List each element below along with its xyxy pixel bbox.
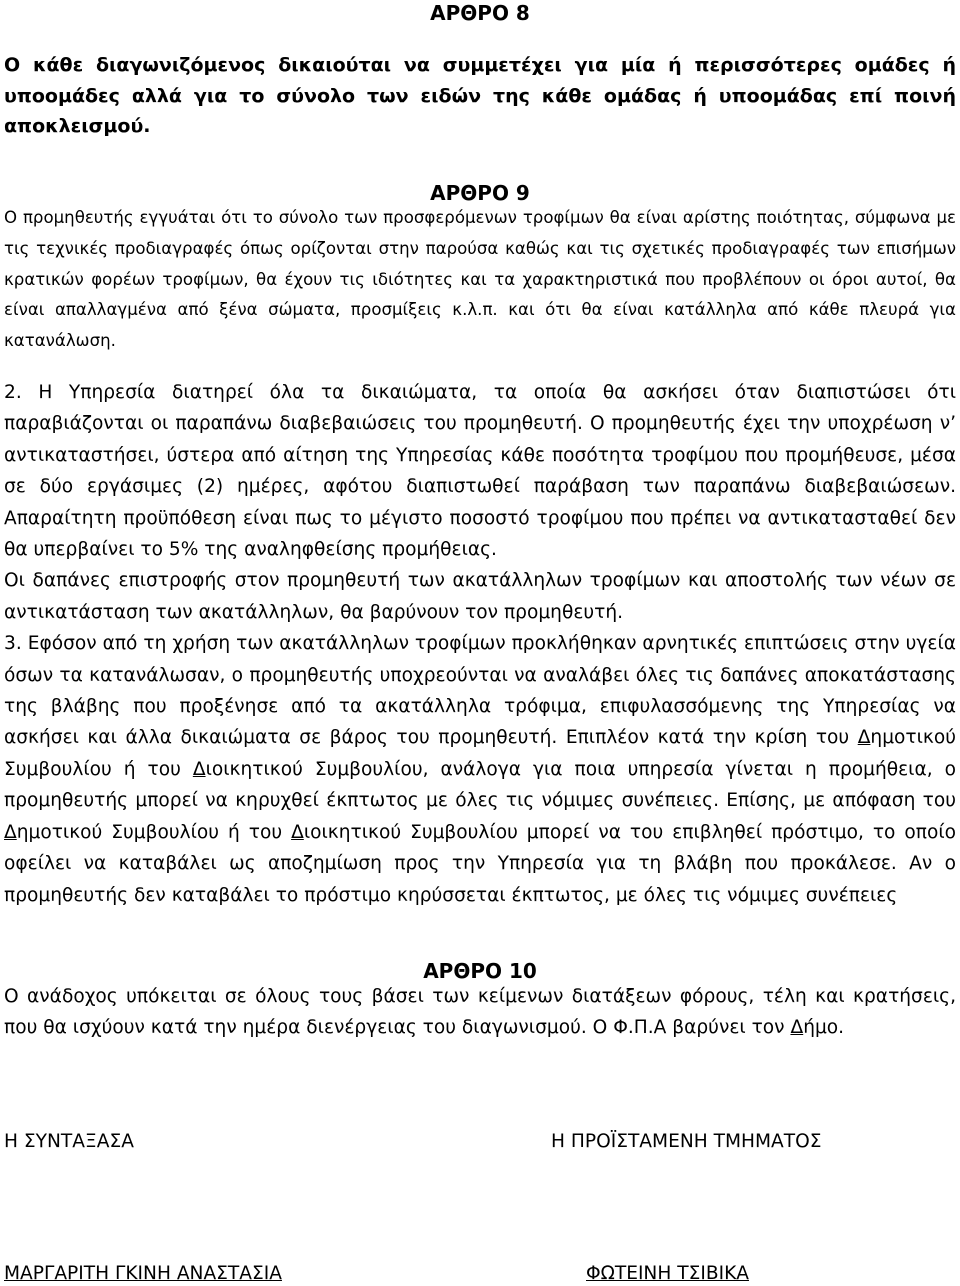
signature-left-name: ΜΑΡΓΑΡΙΤΗ ΓΚΙΝΗ ΑΝΑΣΤΑΣΙΑ	[4, 1263, 282, 1284]
signature-right-name: ΦΩΤΕΙΝΗ ΤΣΙΒΙΚΑ	[586, 1263, 749, 1284]
article-9-heading: ΑΡΘΡΟ 9	[430, 181, 530, 205]
underlined-letter: Δ	[4, 821, 17, 843]
signature-right-title: Η ΠΡΟΪΣΤΑΜΕΝΗ ΤΜΗΜΑΤΟΣ	[551, 1131, 822, 1152]
article-10-paragraph	[4, 981, 956, 1044]
article-9-paragraph-3: Οι δαπάνες επιστροφής στον προμηθευτή των ακατάλληλων τροφίμων και αποστολής των νέων σε αντικατάσταση των ακατάλληλων, θα βαρύνουν τον προμηθευτή.	[4, 570, 956, 623]
article-8-paragraph: Ο κάθε διαγωνιζόμενος δικαιούται να συμμετέχει για μία ή περισσότερες ομάδες ή υποομάδες αλλά για το σύνολο των ειδών της κάθε ομάδας ή υποομάδας επί ποινή αποκλεισμού.	[4, 54, 956, 137]
underlined-letter: Δ	[291, 821, 304, 843]
text-segment: ημοτικού Συμβουλίου ή του	[4, 727, 956, 780]
text-segment: ημοτικού Συμβουλίου ή του	[16, 821, 292, 843]
article-10-heading: ΑΡΘΡΟ 10	[423, 959, 537, 983]
article-9-body	[4, 377, 956, 911]
text-segment: 3. Εφόσον από τη χρήση των ακατάλληλων τροφίμων προκλήθηκαν αρνητικές επιπτώσεις στην υγεία όσων τα κατανάλωσαν, ο προμηθευτής υποχρεούνται να αναλάβει όλες τις δαπάνες αποκατάστασης της βλάβης που προξένησε από τα ακατάλληλα τρόφιμα, επιφυλασσόμενης της Υπηρεσίας να ασκήσει και άλλα δικαιώματα σε βάρος του προμηθευτή. Επιπλέον κατά την κρίση του	[4, 633, 956, 749]
article-8-heading: ΑΡΘΡΟ 8	[430, 1, 530, 25]
text-segment: Ο ανάδοχος υπόκειται σε όλους τους βάσει των κείμενων διατάξεων φόρους, τέλη και κρατήσεις, που θα ισχύουν κατά την ημέρα διενέργειας του διαγωνισμού. Ο Φ.Π.Α βαρύνει τον	[4, 986, 956, 1039]
signature-left-title: Η ΣΥΝΤΑΞΑΣΑ	[4, 1131, 134, 1152]
text-segment: ιοικητικού Συμβουλίου μπορεί να του επιβληθεί πρόστιμο, το οποίο οφείλει να καταβάλει ως αποζημίωση προς την Υπηρεσία για τη βλάβη που προκάλεσε. Αν ο προμηθευτής δεν καταβάλει το πρόστιμο κηρύσσεται έκπτωτος, με όλες τις νόμιμες συνέπειες	[4, 821, 957, 906]
underlined-letter: Δ	[192, 758, 206, 780]
text-segment: ήμο.	[803, 1017, 845, 1039]
text-segment: ιοικητικού Συμβουλίου, ανάλογα για ποια υπηρεσία γίνεται η προμήθεια, ο προμηθευτής μπορεί να κηρυχθεί έκπτωτος με όλες τις νόμιμες συνέπειες. Επίσης, με απόφαση του	[4, 758, 956, 812]
article-9-paragraph-4	[4, 628, 956, 911]
underlined-letter: Δ	[790, 1017, 804, 1039]
article-9-paragraph-1: Ο προμηθευτής εγγυάται ότι το σύνολο των προσφερόμενων τροφίμων θα είναι αρίστης ποιότητας, σύμφωνα με τις τεχνικές προδιαγραφές όπως ορίζονται στην παρούσα καθώς και τις σχετικές προδιαγραφές των επισήμων κρατικών φορέων τροφίμων, θα έχουν τις ιδιότητες και τα χαρακτηριστικά που προβλέπουν οι όροι αυτοί, θα είναι απαλλαγμένα από ξένα σώματα, προσμίξεις κ.λ.π. και ότι θα είναι κατάλληλα από κάθε πλευρά για κατανάλωση.	[4, 208, 956, 351]
underlined-letter: Δ	[857, 727, 871, 749]
article-9-paragraph-2: 2. Η Υπηρεσία διατηρεί όλα τα δικαιώματα, τα οποία θα ασκήσει όταν διαπιστώσει ότι παραβιάζονται οι παραπάνω διαβεβαιώσεις του προμηθευτή. Ο προμηθευτής έχει την υποχρέωση ν’ αντικαταστήσει, ύστερα από αίτηση της Υπηρεσίας κάθε ποσότητα τροφίμου που προμήθευσε, μέσα σε δύο εργάσιμες (2) ημέρες, αφότου διαπιστωθεί παράβαση των παραπάνω διαβεβαιώσεων. Απαραίτητη προϋπόθεση είναι πως το μέγιστο ποσοστό τροφίμου που πρέπει να αντικατασταθεί δεν θα υπερβαίνει το 5% της αναληφθείσης προμήθειας.	[4, 382, 956, 561]
